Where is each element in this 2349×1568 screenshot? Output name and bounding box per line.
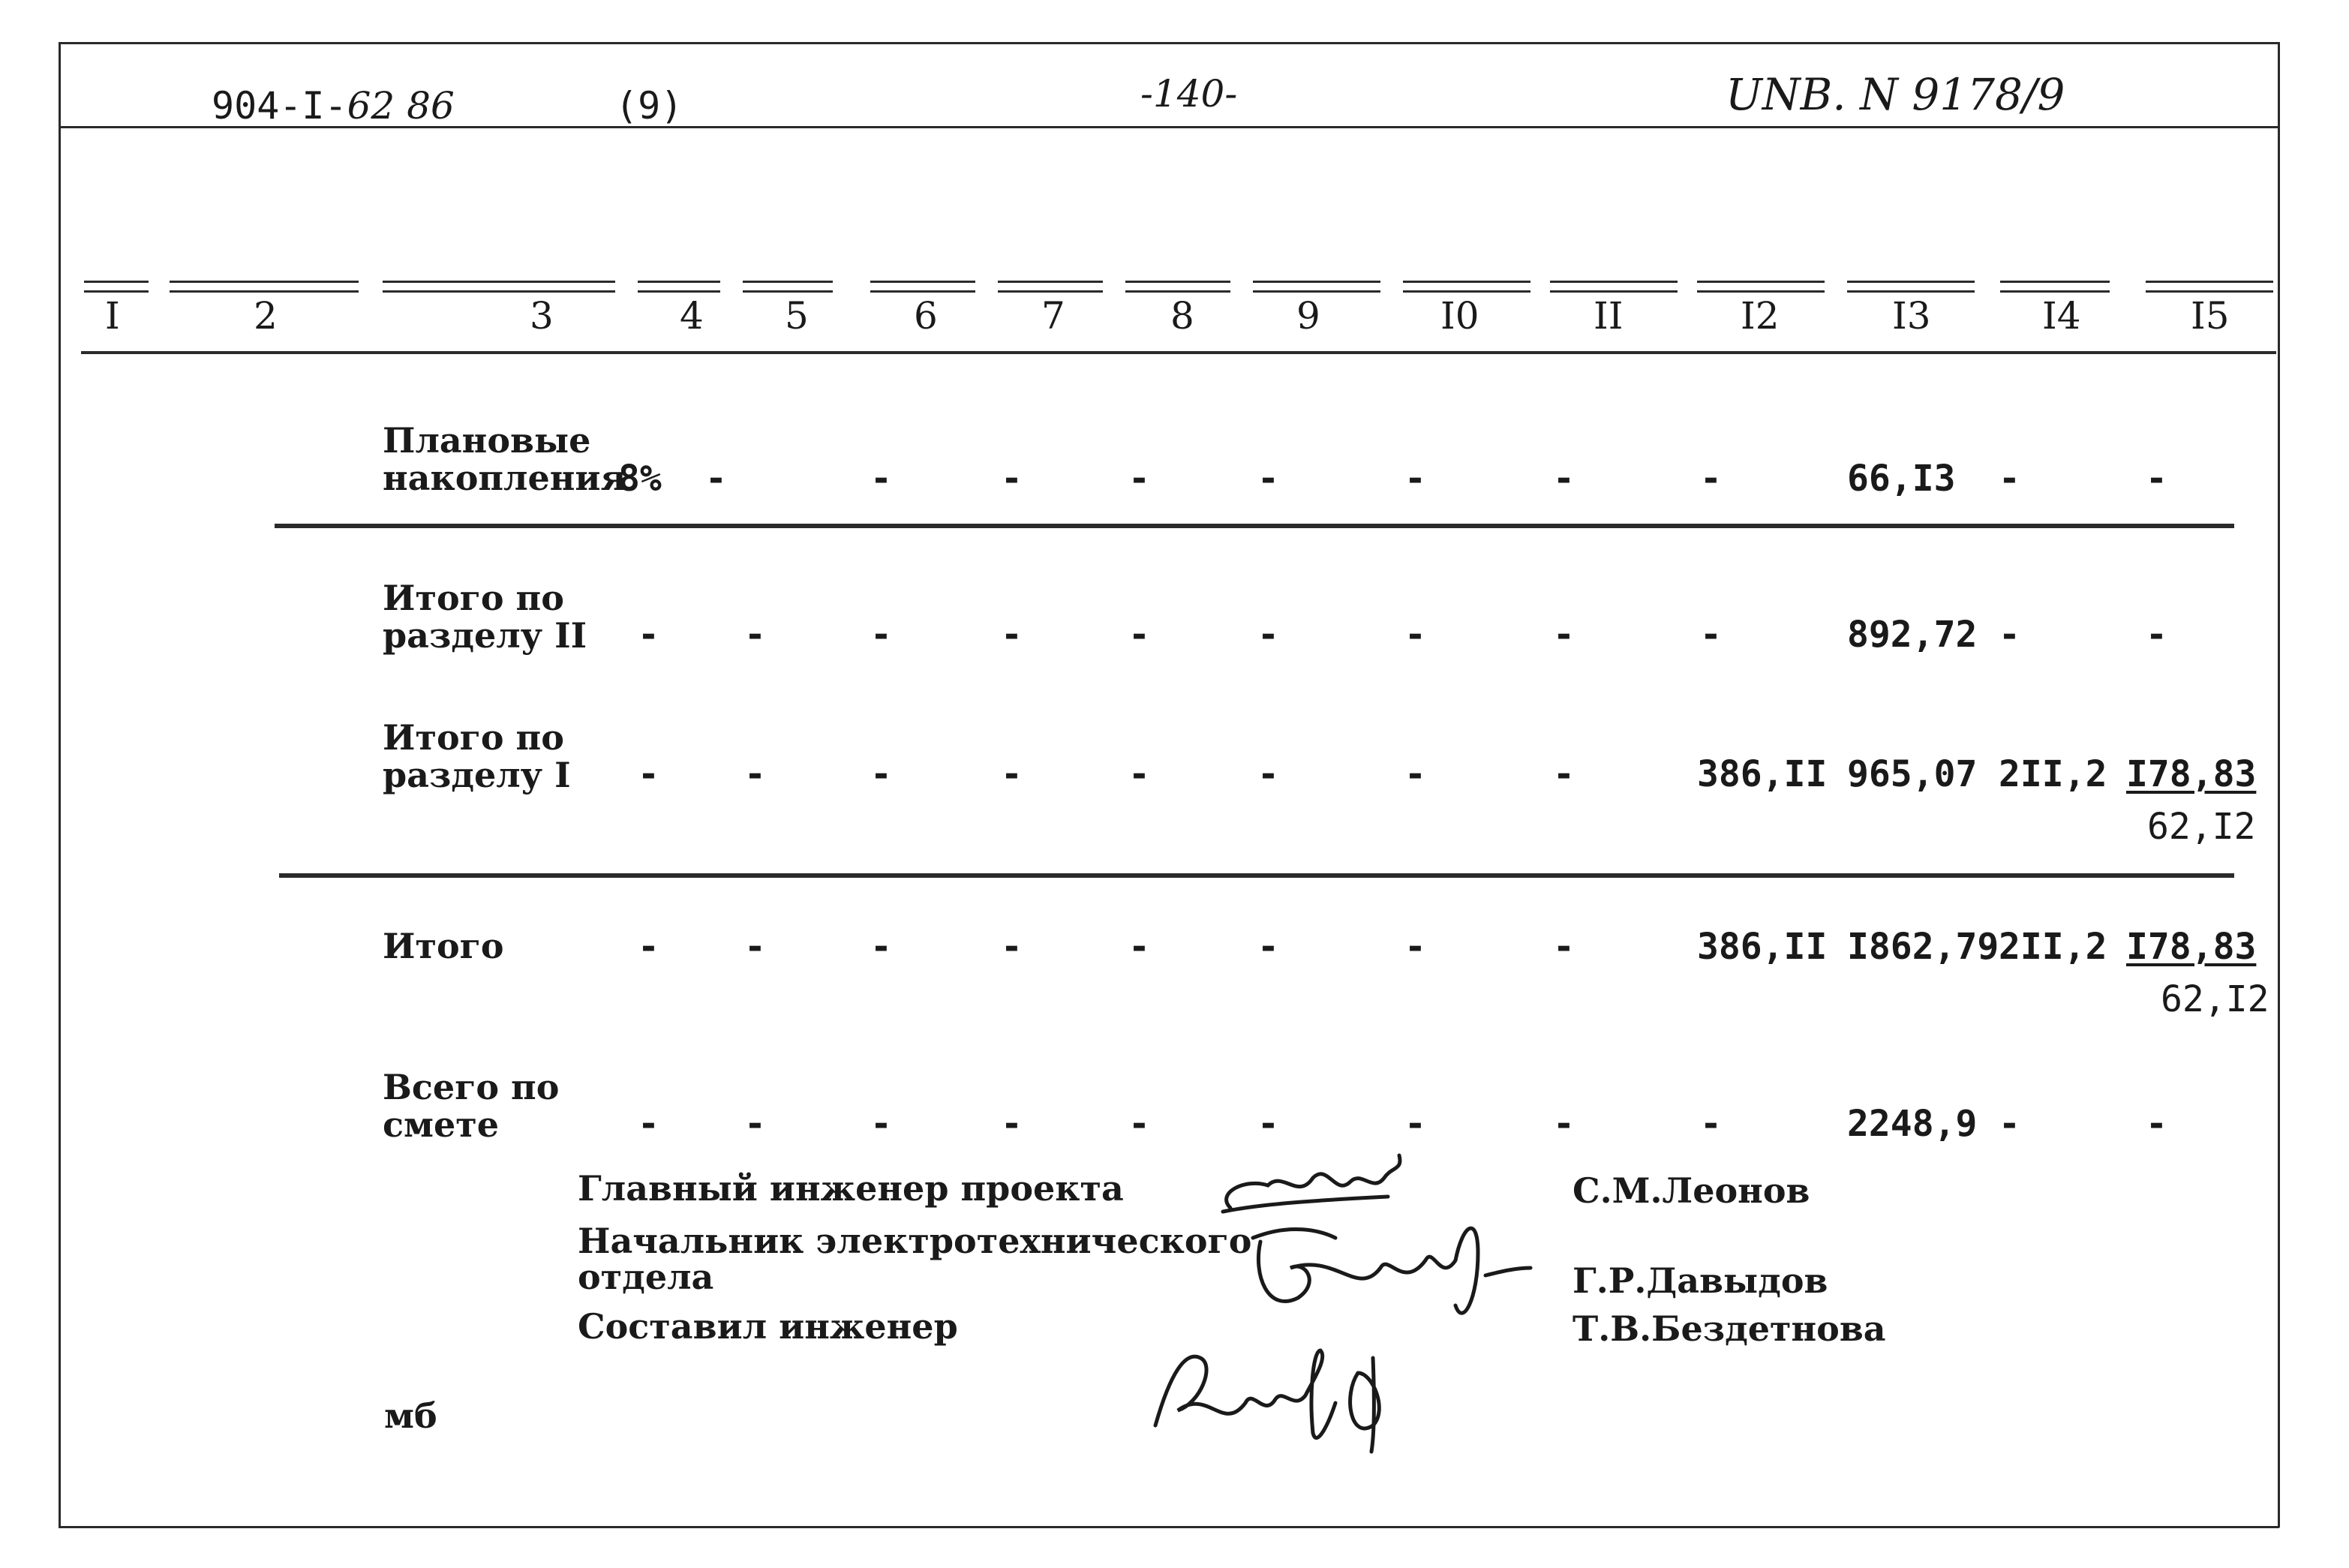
row-total-section1-dash-10: -	[1404, 753, 1426, 795]
col-rule-13	[1847, 281, 1975, 293]
signature-compiler-icon	[1133, 1328, 1418, 1455]
row-total-section1-label-1: Итого по	[383, 717, 564, 758]
col-number-6: 6	[914, 294, 938, 338]
frame-left	[59, 42, 61, 1527]
row-total-section1-label	[383, 719, 571, 794]
row-total-label: Итого	[383, 926, 504, 966]
col-rule-8	[1125, 281, 1230, 293]
row-grand-total-dash-8: -	[1128, 1103, 1150, 1145]
row-planned-savings-dash-11: -	[1553, 458, 1575, 500]
frame-top	[59, 42, 2279, 44]
row-total-dash-8: -	[1128, 926, 1150, 968]
row-grand-total-dash-10: -	[1404, 1103, 1426, 1145]
row-planned-savings-dash-9: -	[1257, 458, 1279, 500]
row-grand-total-dash-12: -	[1700, 1103, 1722, 1145]
row-total-section2-dash-8: -	[1128, 614, 1150, 656]
row-total-dash-9: -	[1257, 926, 1279, 968]
row-grand-total-col15: -	[2146, 1103, 2167, 1145]
row-total-section2-col15: -	[2146, 614, 2167, 656]
row-grand-total-label-2: смете	[383, 1104, 500, 1145]
row-planned-savings-dash-7: -	[1001, 458, 1023, 500]
col-number-5: 5	[785, 294, 809, 338]
row-grand-total-dash-7: -	[1001, 1103, 1023, 1145]
row-total-section1-col13: 965,07	[1847, 753, 1978, 795]
col-rule-2	[170, 281, 359, 293]
row-total-col15-top: I78,83	[2126, 926, 2257, 968]
row-total-dash-4: -	[638, 926, 659, 968]
row-planned-savings-dash-6: -	[870, 458, 892, 500]
row-grand-total-label	[383, 1068, 559, 1143]
row-total-section1-dash-5: -	[744, 753, 766, 795]
row-total-section1-dash-4: -	[638, 753, 659, 795]
dept-head-title-2: отдела	[578, 1257, 714, 1297]
row-total-section2-dash-10: -	[1404, 614, 1426, 656]
col-number-14: I4	[2042, 294, 2081, 338]
row-total-section1-col15-bottom: 62,I2	[2147, 806, 2256, 848]
row-grand-total-col14: -	[1999, 1103, 2020, 1145]
row-total-section2-dash-6: -	[870, 614, 892, 656]
row-grand-total-dash-4: -	[638, 1103, 659, 1145]
row-planned-savings-dash-5: -	[705, 458, 727, 500]
frame-right	[2278, 42, 2280, 1527]
page-number: -140-	[1140, 72, 1238, 116]
row-total-section2-label-1: Итого по	[383, 578, 564, 618]
row-planned-savings-col14: -	[1999, 458, 2020, 500]
row-total-section1-col15-top: I78,83	[2126, 753, 2257, 795]
frame-bottom	[59, 1526, 2279, 1528]
col-number-4: 4	[680, 294, 704, 338]
row-total-dash-5: -	[744, 926, 766, 968]
chief-engineer-title: Главный инженер проекта	[578, 1168, 1124, 1209]
inventory-number: UNB. N 9178/9	[1726, 69, 2065, 120]
row-total-dash-10: -	[1404, 926, 1426, 968]
col-number-10: I0	[1440, 294, 1479, 338]
row-total-section1-dash-7: -	[1001, 753, 1023, 795]
col-number-11: II	[1594, 294, 1624, 338]
chief-engineer-name: С.М.Леонов	[1573, 1170, 1810, 1211]
row-total-col12: 386,II	[1697, 926, 1828, 968]
col-number-13: I3	[1892, 294, 1931, 338]
row-planned-savings-label	[383, 422, 626, 497]
row-grand-total-col13: 2248,9	[1847, 1103, 1978, 1145]
row-grand-total-dash-5: -	[744, 1103, 766, 1145]
row-planned-savings-dash-8: -	[1128, 458, 1150, 500]
col-rule-14	[2000, 281, 2110, 293]
row-total-section2-dash-7: -	[1001, 614, 1023, 656]
row-planned-savings-label-2: накопления	[383, 458, 626, 498]
col-rule-9	[1253, 281, 1380, 293]
col-rule-12	[1697, 281, 1825, 293]
signature-dept-head-icon	[1230, 1208, 1545, 1343]
col-rule-15	[2146, 281, 2273, 293]
row-total-dash-11: -	[1553, 926, 1575, 968]
row-total-col13: I862,79	[1847, 926, 1999, 968]
sheet-number: (9)	[615, 84, 683, 128]
row-planned-savings-dash-10: -	[1404, 458, 1426, 500]
row-planned-savings-label-1: Плановые	[383, 420, 591, 461]
col-number-15: I5	[2191, 294, 2230, 338]
doc-code	[212, 84, 455, 128]
compiler-name: Т.В.Бездетнова	[1573, 1308, 1886, 1349]
section-rule-1	[275, 524, 2234, 528]
row-grand-total-dash-6: -	[870, 1103, 892, 1145]
col-rule-1	[84, 281, 149, 293]
dept-head-title	[578, 1223, 1251, 1295]
row-total-section2-dash-9: -	[1257, 614, 1279, 656]
col-number-1: I	[105, 294, 120, 338]
col-rule-4	[638, 281, 720, 293]
row-total-section1-col12: 386,II	[1697, 753, 1828, 795]
doc-code-printed: 904-I-	[212, 84, 347, 128]
row-total-section2-dash-11: -	[1553, 614, 1575, 656]
footer-mark: мб	[384, 1395, 437, 1436]
dept-head-name: Г.Р.Давыдов	[1573, 1260, 1828, 1301]
row-grand-total-dash-9: -	[1257, 1103, 1279, 1145]
row-total-dash-6: -	[870, 926, 892, 968]
col-number-8: 8	[1170, 294, 1194, 338]
row-total-section1-label-2: разделу I	[383, 755, 571, 795]
doc-code-hand: 62 86	[347, 84, 455, 128]
row-total-col15-bottom: 62,I2	[2161, 978, 2269, 1020]
row-total-dash-7: -	[1001, 926, 1023, 968]
row-total-section2-dash-12: -	[1700, 614, 1722, 656]
section-rule-2	[279, 873, 2234, 878]
row-total-section1-dash-6: -	[870, 753, 892, 795]
col-number-7: 7	[1041, 294, 1065, 338]
row-grand-total-dash-11: -	[1553, 1103, 1575, 1145]
row-planned-savings-col4: 8%	[618, 458, 662, 500]
row-total-section2-col14: -	[1999, 614, 2020, 656]
row-total-section2-dash-5: -	[744, 614, 766, 656]
row-grand-total-label-1: Всего по	[383, 1067, 560, 1107]
col-rule-11	[1550, 281, 1678, 293]
row-total-section1-dash-11: -	[1553, 753, 1575, 795]
row-total-section1-dash-8: -	[1128, 753, 1150, 795]
row-total-section2-dash-4: -	[638, 614, 659, 656]
col-number-12: I2	[1741, 294, 1780, 338]
col-rule-3	[383, 281, 615, 293]
row-total-col14: 2II,2	[1999, 926, 2107, 968]
dept-head-title-1: Начальник электротехнического	[578, 1221, 1252, 1261]
row-total-section2-col13: 892,72	[1847, 614, 1978, 656]
col-rule-5	[743, 281, 833, 293]
col-number-2: 2	[254, 294, 278, 338]
row-total-section1-dash-9: -	[1257, 753, 1279, 795]
compiler-title: Составил инженер	[578, 1306, 958, 1347]
column-header-rule	[81, 351, 2276, 354]
col-rule-6	[870, 281, 975, 293]
row-total-section1-col14: 2II,2	[1999, 753, 2107, 795]
row-total-section2-label	[383, 579, 587, 654]
row-planned-savings-col15: -	[2146, 458, 2167, 500]
col-rule-7	[998, 281, 1103, 293]
col-number-9: 9	[1296, 294, 1320, 338]
row-planned-savings-dash-12: -	[1700, 458, 1722, 500]
col-number-3: 3	[530, 294, 554, 338]
row-total-section2-label-2: разделу II	[383, 615, 587, 656]
col-rule-10	[1403, 281, 1530, 293]
row-planned-savings-col13: 66,I3	[1847, 458, 1956, 500]
